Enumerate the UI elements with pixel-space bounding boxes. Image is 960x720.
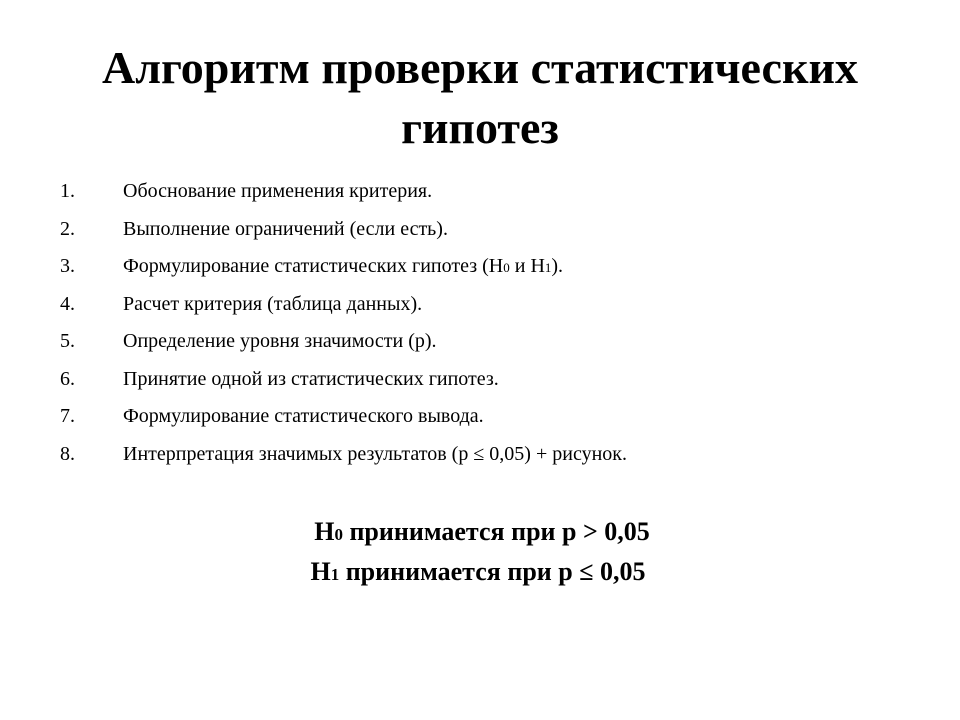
alternative-hypothesis-rule <box>0 552 958 592</box>
step-number: 7. <box>60 405 75 427</box>
null-hypothesis-rule <box>2 512 960 552</box>
hypothesis-letter: H <box>314 517 335 546</box>
step-number: 3. <box>60 255 75 277</box>
list-item <box>60 364 920 402</box>
list-item <box>60 326 920 364</box>
step-text: Интерпретация значимых результатов (p ≤ 0,05) + рисунок. <box>123 442 627 465</box>
step-text: Формулирование статистического вывода. <box>123 405 484 427</box>
hypothesis-letter: H <box>310 557 331 586</box>
list-item <box>60 289 920 327</box>
hypothesis-subscript: 0 <box>334 525 343 544</box>
step-number: 1. <box>60 180 75 202</box>
hypothesis-subscript: 1 <box>330 565 340 584</box>
step-text-part: и H <box>509 255 545 277</box>
step-number: 4. <box>60 292 75 315</box>
slide-title <box>40 38 920 158</box>
step-number: 5. <box>60 330 75 352</box>
hypothesis-decision-rules <box>0 512 960 592</box>
step-text: Выполнение ограничений (если есть). <box>123 217 448 240</box>
rule-text: принимается при p ≤ 0,05 <box>339 557 646 586</box>
list-item <box>60 401 920 439</box>
slide-title-line-1: Алгоритм проверки статистических <box>102 42 858 93</box>
list-item <box>60 251 920 289</box>
step-text: Определение уровня значимости (p). <box>123 330 437 352</box>
step-text-part: ). <box>551 255 564 277</box>
list-item <box>60 214 920 252</box>
step-text: Принятие одной из статистических гипотез. <box>123 367 499 390</box>
step-number: 8. <box>60 442 75 465</box>
rule-text: принимается при p > 0,05 <box>342 517 650 546</box>
hypothesis-subscript: 0 <box>503 260 510 275</box>
algorithm-steps-list <box>60 176 920 476</box>
step-text: Расчет критерия (таблица данных). <box>123 292 423 315</box>
step-number: 6. <box>60 367 75 390</box>
step-number: 2. <box>60 217 75 240</box>
hypothesis-subscript: 1 <box>544 260 552 275</box>
slide-title-line-2: гипотез <box>401 102 559 153</box>
step-text-part: Формулирование статистических гипотез (H <box>123 255 504 277</box>
step-text <box>123 251 563 283</box>
list-item <box>60 176 920 214</box>
step-text: Обоснование применения критерия. <box>123 180 433 202</box>
list-item <box>60 439 920 477</box>
